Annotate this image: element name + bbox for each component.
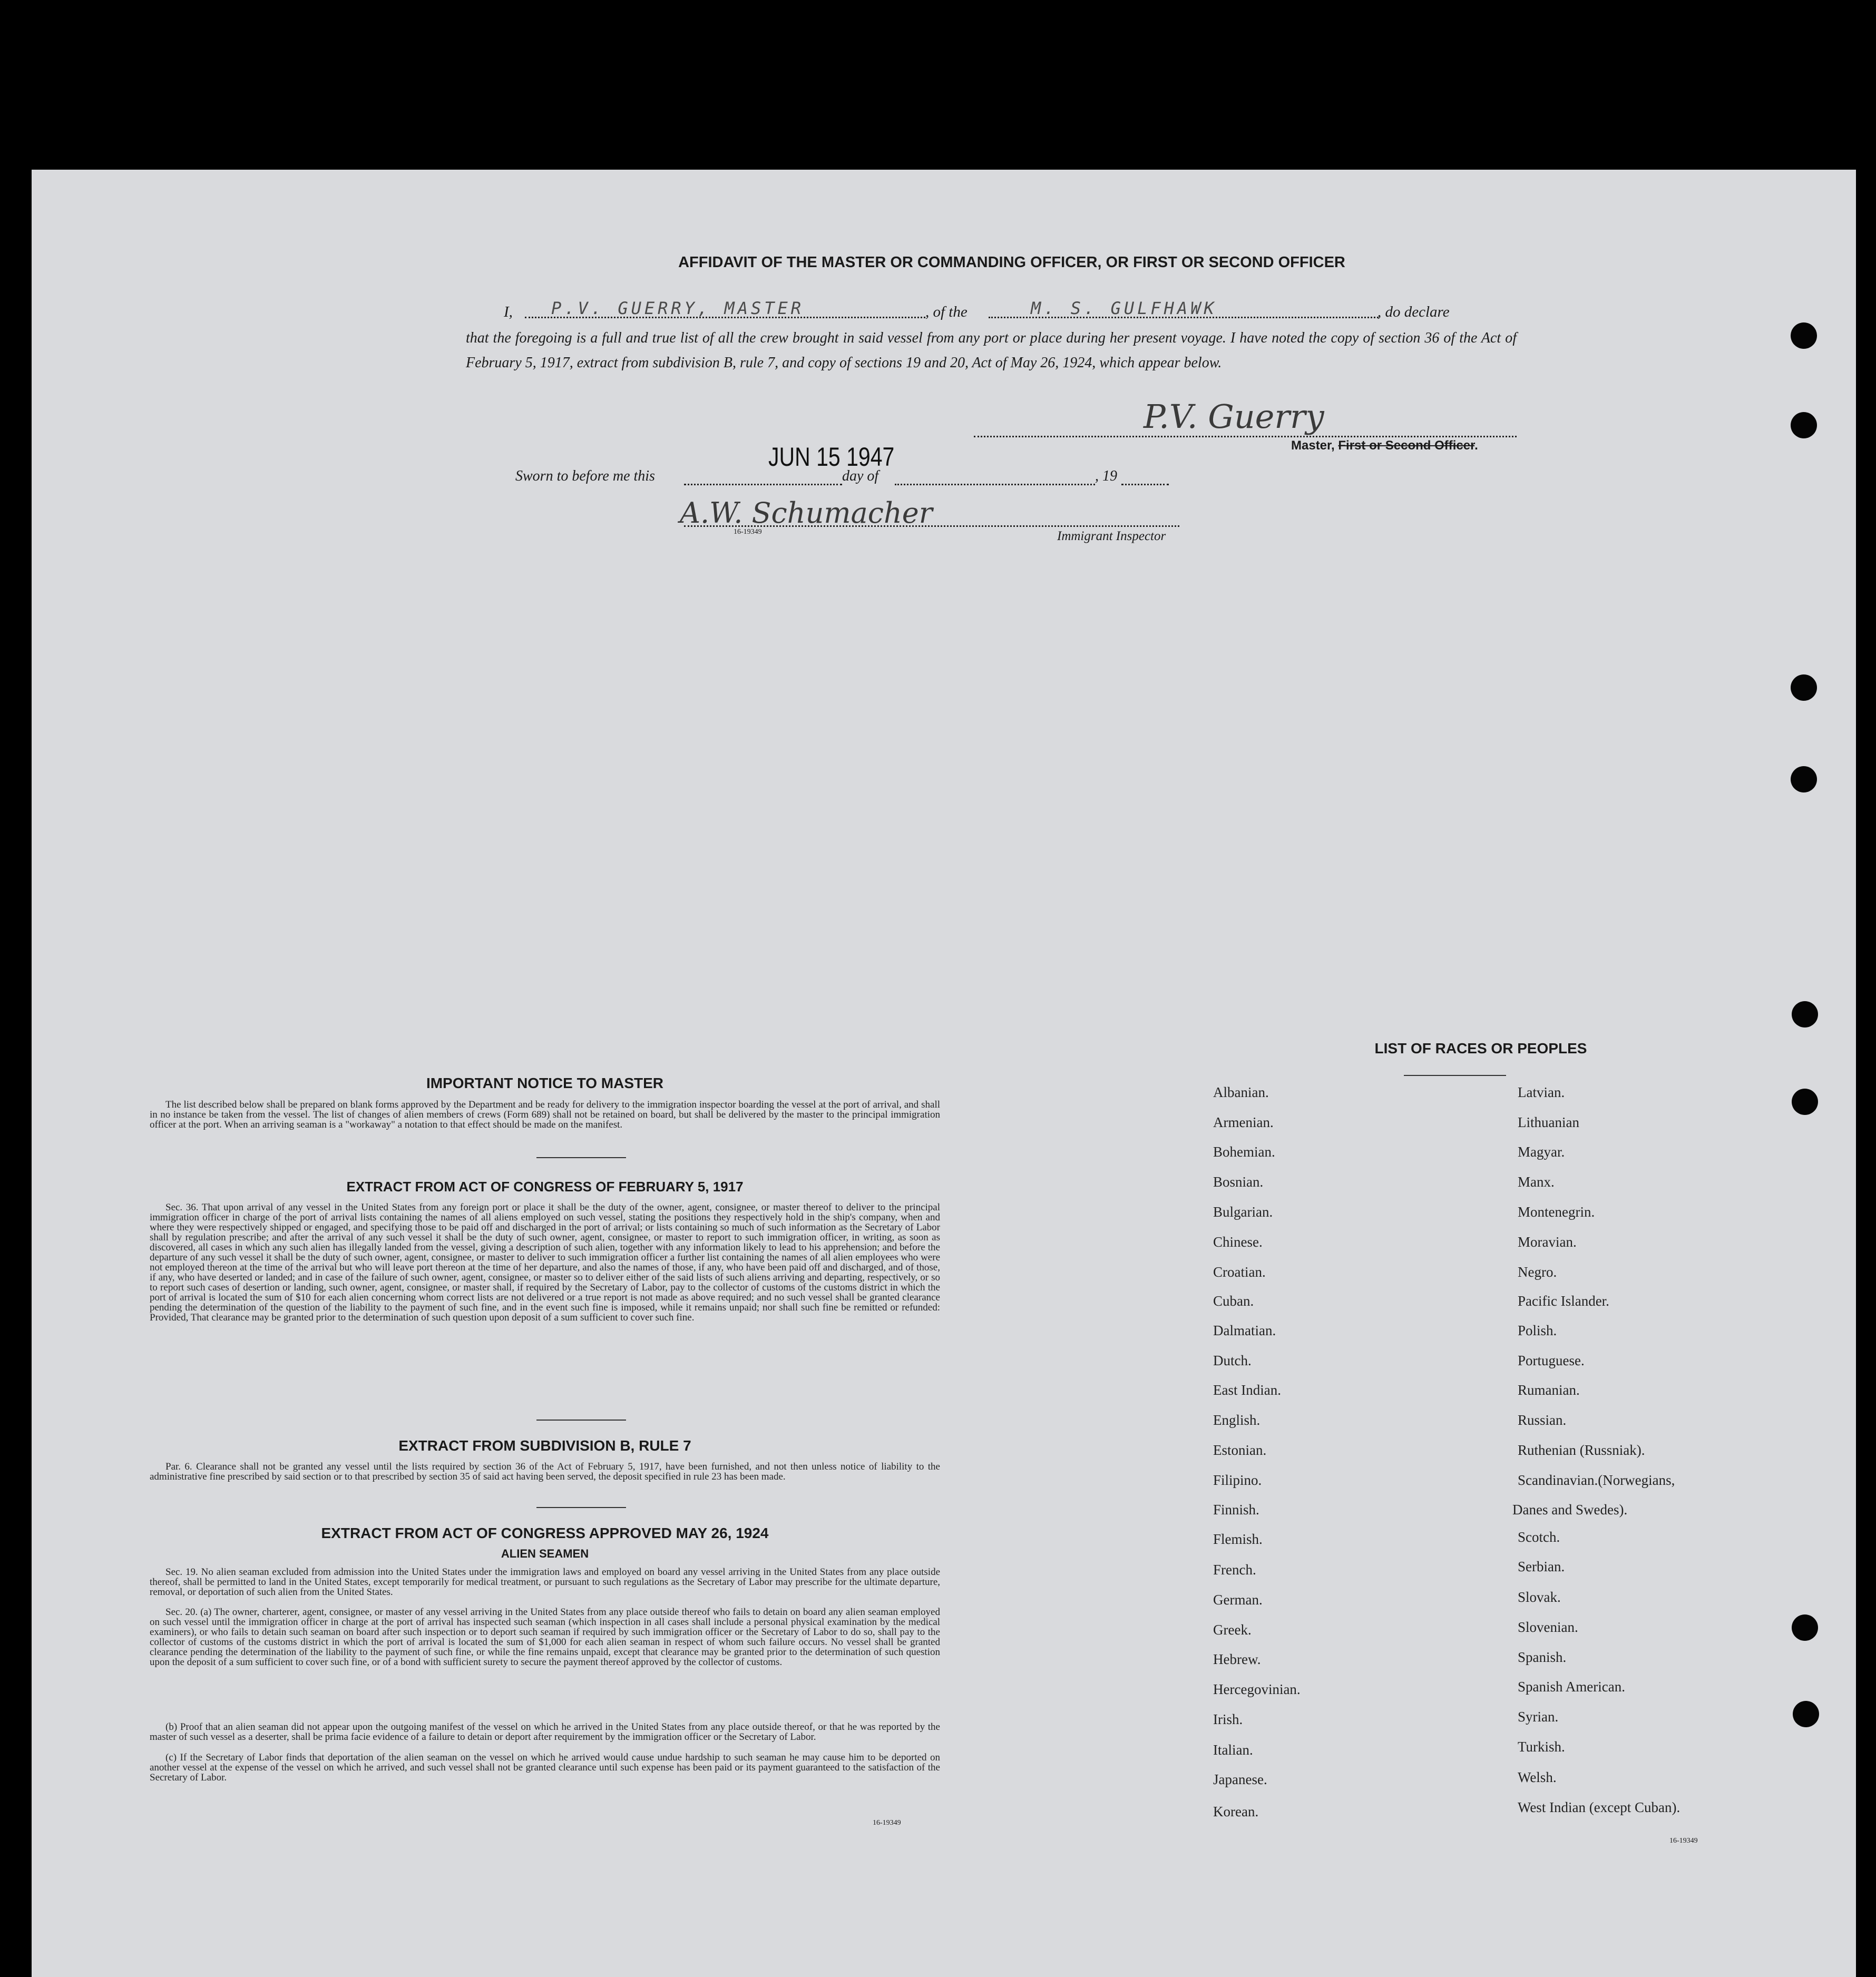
race-item: West Indian (except Cuban). — [1518, 1799, 1680, 1815]
master-title-label — [1291, 438, 1478, 453]
race-item: English. — [1213, 1412, 1261, 1428]
race-item: Moravian. — [1518, 1234, 1577, 1250]
race-item: Ruthenian (Russniak). — [1518, 1442, 1645, 1458]
struck-officer-label: First or Second Officer — [1338, 438, 1475, 453]
year-label: , 19 — [1095, 468, 1117, 484]
race-item: Dalmatian. — [1213, 1323, 1276, 1338]
race-item: Chinese. — [1213, 1234, 1263, 1250]
inspector-signature: A.W. Schumacher — [680, 496, 933, 530]
race-item: Hebrew. — [1213, 1651, 1261, 1667]
race-item: Manx. — [1518, 1174, 1555, 1190]
divider — [536, 1157, 626, 1158]
sworn-month-field — [895, 468, 1095, 485]
extract-1924-sec19: Sec. 19. No alien seaman excluded from admission into the United States under the immigration laws and employed on board any vessel arriving in the United States from any place outside thereof, shall be permitted to land in the United States, except temporarily for medical treatment, or pursuant to such regulations as the Secretary of Labor may prescribe for the ultimate departure, removal, or deportation of such alien from the United States. — [150, 1567, 940, 1598]
race-item: German. — [1213, 1592, 1263, 1608]
race-item: Bulgarian. — [1213, 1204, 1273, 1220]
form-number: 16-19349 — [873, 1819, 901, 1827]
do-declare-label: , do declare — [1377, 304, 1450, 320]
notice-title: IMPORTANT NOTICE TO MASTER — [426, 1075, 664, 1091]
race-item: Slovak. — [1518, 1589, 1561, 1605]
extract-1924-title: EXTRACT FROM ACT OF CONGRESS APPROVED MAY 26, 1924 — [321, 1525, 769, 1541]
race-item: Cuban. — [1213, 1293, 1254, 1309]
punch-hole — [1791, 766, 1817, 792]
inspector-label: Immigrant Inspector — [1057, 529, 1166, 543]
race-item: Russian. — [1518, 1412, 1567, 1428]
race-item: Negro. — [1518, 1264, 1557, 1280]
race-item: Irish. — [1213, 1711, 1243, 1727]
rule7-text: Par. 6. Clearance shall not be granted any vessel until the lists required by section 36 of the Act of February 5, 1917, have been furnished, and not then unless notice of liability to the administrative fine prescribed by said section or to that prescribed by section 35 of said act having been served, the deposit specified in rule 23 has been made. — [150, 1461, 940, 1482]
race-item-continuation: Danes and Swedes). — [1512, 1502, 1628, 1518]
race-item: Polish. — [1518, 1323, 1557, 1338]
race-item: Japanese. — [1213, 1772, 1267, 1787]
race-item: Latvian. — [1518, 1084, 1565, 1100]
race-item: Turkish. — [1518, 1739, 1565, 1755]
master-label: Master, — [1291, 438, 1335, 453]
race-item: Flemish. — [1213, 1531, 1263, 1547]
master-signature: P.V. Guerry — [1144, 397, 1324, 436]
affidavit-title: AFFIDAVIT OF THE MASTER OR COMMANDING OFFICER, OR FIRST OR SECOND OFFICER — [678, 254, 1345, 271]
race-item: Finnish. — [1213, 1502, 1259, 1518]
race-item: Hercegovinian. — [1213, 1681, 1301, 1697]
sworn-label: Sworn to before me this — [515, 468, 655, 484]
of-the-label: , of the — [925, 304, 968, 320]
signature-line — [974, 434, 1517, 437]
race-item: Scotch. — [1518, 1529, 1560, 1545]
extract-1924-sec20b: (b) Proof that an alien seaman did not appear upon the outgoing manifest of the vessel on which he arrived in the United States from any place outside thereof, or that he was reported by the master of such vessel as a deserter, shall be prima facie evidence of a failure to detain or deport after requirement by the immigration officer or the Secretary of Labor. — [150, 1721, 940, 1743]
vessel-name-field: M. S. GULFHAWK — [989, 298, 1379, 318]
race-item: Montenegrin. — [1518, 1204, 1595, 1220]
race-item: Greek. — [1213, 1622, 1252, 1638]
pronoun-label: I, — [504, 304, 513, 320]
race-item: Portuguese. — [1518, 1353, 1585, 1368]
race-item: Filipino. — [1213, 1472, 1262, 1488]
rule7-title: EXTRACT FROM SUBDIVISION B, RULE 7 — [398, 1437, 691, 1454]
punch-hole — [1792, 1001, 1818, 1027]
race-item: Bosnian. — [1213, 1174, 1264, 1190]
punch-hole — [1791, 412, 1817, 438]
day-of-label: day of — [842, 468, 879, 484]
divider — [1404, 1075, 1506, 1076]
race-item: Croatian. — [1213, 1264, 1266, 1280]
form-number: 16-19349 — [734, 528, 762, 536]
race-item: Magyar. — [1518, 1144, 1565, 1160]
extract-1924-sec20c: (c) If the Secretary of Labor finds that deportation of the alien seaman on the vessel on which he arrived would cause undue hardship to such seaman he may cause him to be deported on another vessel at the expense of the vessel on which he arrived, and such vessel shall not be granted clearance until such expense has been paid or its payment guaranteed to the satisfaction of the Secretary of Labor. — [150, 1752, 940, 1783]
sworn-day-field — [684, 468, 842, 485]
race-item: Albanian. — [1213, 1084, 1269, 1100]
extract-1917-title: EXTRACT FROM ACT OF CONGRESS OF FEBRUARY 5, 1917 — [346, 1179, 744, 1195]
form-number: 16-19349 — [1669, 1837, 1698, 1845]
document-page — [32, 170, 1856, 1977]
declaration-line — [504, 298, 1516, 327]
affidavit-body: that the foregoing is a full and true list of all the crew brought in said vessel from any port or place during her present voyage. I have noted the copy of section 36 of the Act of February 5, 1917, extract from subdivision B, rule 7, and copy of sections 19 and 20, Act of May 26, 1924, which appear below. — [466, 330, 1517, 371]
race-item: Korean. — [1213, 1804, 1259, 1819]
race-item: Rumanian. — [1518, 1382, 1580, 1398]
races-title: LIST OF RACES OR PEOPLES — [1374, 1040, 1587, 1056]
race-item: Armenian. — [1213, 1114, 1274, 1130]
master-name-field: P.V. GUERRY, MASTER — [525, 298, 925, 318]
punch-hole — [1792, 1089, 1818, 1115]
race-item: Estonian. — [1213, 1442, 1267, 1458]
divider — [536, 1420, 626, 1421]
sworn-line — [515, 468, 1222, 489]
race-item: Lithuanian — [1518, 1114, 1579, 1130]
race-item: Slovenian. — [1518, 1619, 1578, 1635]
race-item: Welsh. — [1518, 1769, 1557, 1785]
punch-hole — [1791, 322, 1817, 349]
extract-1917-text: Sec. 36. That upon arrival of any vessel in the United States from any foreign port or place it shall be the duty of the owner, agent, consignee, or master thereof to deliver to the principal immigration officer in charge of the port of arrival lists containing the names of all aliens employed on such vessel, stating the positions they respectively hold in the ship's company, when and where they were respectively shipped or engaged, and specifying those to be paid off and discharged in the port of arrival; or lists containing so much of such information as the Secretary of Labor shall by regulation prescribe; and after the arrival of any such vessel it shall be the duty of such owner, agent, consignee, or master to report to such immigration officer, in writing, as soon as discovered, all cases in which any such alien has illegally landed from the vessel, giving a description of such alien, together with any information likely to lead to his apprehension; and before the departure of any such vessel it shall be the duty of such owner, agent, consignee, or master to deliver to such immigration officer a further list containing the names of all alien employees who were not employed thereon at the time of the arrival but who will leave port thereon at the time of her departure, and also the names of those, if any, who have been paid off and discharged, and of those, if any, who have deserted or landed; and in case of the failure of such owner, agent, consignee, or master so to deliver either of the said lists of such aliens arriving and departing, respectively, or so to report such cases of desertion or landing, such owner, agent, consignee, or master shall, if required by the Secretary of Labor, pay to the collector of customs of the customs district in which the port of arrival is located the sum of $10 for each alien concerning whom correct lists are not delivered or a true report is not made as above required; and no such vessel shall be granted clearance pending the determination of the question of the liability to the payment of such fine, and in the event such fine is imposed, while it remains unpaid; nor shall such fine be remitted or refunded: Provided, That clearance may be granted prior to the determination of such question upon deposit of a sum sufficient to cover such fine. — [150, 1202, 940, 1323]
race-item: Scandinavian.(Norwegians, — [1518, 1472, 1675, 1488]
race-item: Pacific Islander. — [1518, 1293, 1609, 1309]
race-item: Bohemian. — [1213, 1144, 1275, 1160]
alien-seamen-subtitle: ALIEN SEAMEN — [501, 1547, 589, 1560]
race-item: Italian. — [1213, 1742, 1253, 1758]
race-item: Spanish American. — [1518, 1679, 1625, 1695]
race-item: Dutch. — [1213, 1353, 1252, 1368]
master-label-period: . — [1474, 438, 1478, 453]
race-item: Syrian. — [1518, 1709, 1559, 1725]
sworn-year-field — [1121, 468, 1169, 485]
punch-hole — [1793, 1701, 1819, 1727]
inspector-signature-line — [684, 524, 1179, 527]
race-item: Serbian. — [1518, 1559, 1565, 1574]
date-stamp: JUN 15 1947 — [768, 442, 895, 472]
race-item: East Indian. — [1213, 1382, 1281, 1398]
divider — [536, 1507, 626, 1508]
race-item: French. — [1213, 1562, 1256, 1578]
punch-hole — [1791, 674, 1817, 701]
notice-text: The list described below shall be prepared on blank forms approved by the Department and be ready for delivery to the immigration inspector boarding the vessel at the port of arrival, and shall in no instance be taken from the vessel. The list of changes of alien members of crews (Form 689) shall not be retained on board, but shall be delivered by the master to the principal immigration officer at the port. When an arriving seaman is a "workaway" a notation to that effect should be made on the manifest. — [150, 1099, 940, 1130]
extract-1924-sec20a: Sec. 20. (a) The owner, charterer, agent, consignee, or master of any vessel arriving in the United States from any place outside thereof who fails to detain on board any alien seaman employed on such vessel until the immigration officer in charge at the port of arrival has inspected such seaman (which inspection in all cases shall include a personal physical examination by the medical examiners), or who fails to detain such seaman on board after such inspection or to deport such seaman if required by such immigration officer or the Secretary of Labor to do so, shall pay to the collector of customs of the customs district in which the port of arrival is located the sum of $1,000 for each alien seaman in respect of whom such failure occurs. No vessel shall be granted clearance pending the determination of the liability to the payment of such fine, or while the fine remains unpaid, except that clearance may be granted prior to the determination of such question upon the deposit of a sum sufficient to cover such fine, or of a bond with sufficient surety to secure the payment thereof approved by the collector of customs. — [150, 1607, 940, 1668]
punch-hole — [1792, 1614, 1818, 1641]
race-item: Spanish. — [1518, 1649, 1567, 1665]
